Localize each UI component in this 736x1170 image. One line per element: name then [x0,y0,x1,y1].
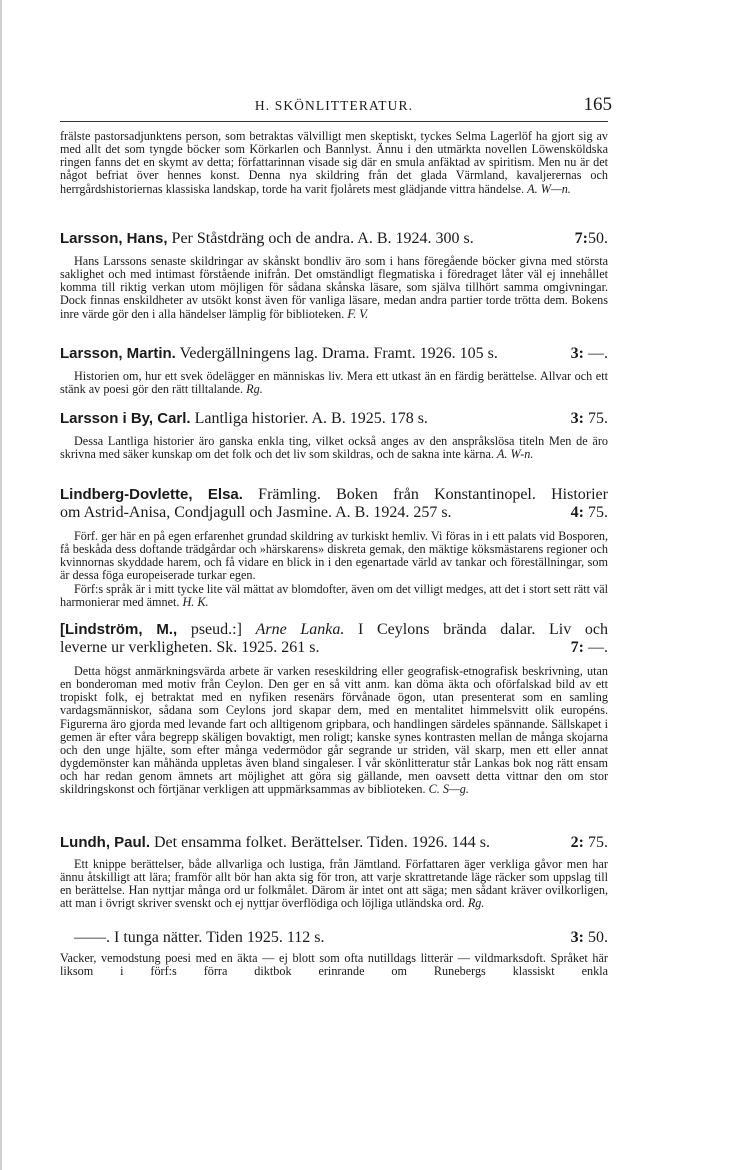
price-ore: —. [588,639,608,656]
review-text-2 [60,583,608,609]
reviewer-signature: Rg. [246,382,263,397]
price [575,230,608,248]
author-name: Larsson i By, Carl. [60,410,191,427]
running-header [60,94,612,116]
price [571,639,608,657]
pseudonym: Arne Lanka. [255,621,345,638]
section-title: H. SKÖNLITTERATUR. [254,98,414,113]
entry-larsson-i-by [60,410,608,461]
entry-heading [60,834,608,855]
book-info: Det ensamma folket. Berättelser. Tiden. 1926. 144 s. [150,834,490,851]
entry-heading [60,410,608,431]
reviewer-signature: A. W—n. [527,181,571,196]
reviewer-signature: A. W-n. [496,447,534,462]
price-ore: 50. [588,929,608,946]
price-kronor: 7: [574,230,588,247]
review-text [60,370,608,396]
price-kronor: 3: [570,345,584,362]
author-name: Lundh, Paul. [60,834,150,851]
reviewer-signature: H. K. [182,594,209,609]
price [571,345,608,363]
book-info: Främling. Boken från Konstantinopel. Historier [242,486,608,503]
review-text [60,530,608,583]
reviewer-signature: Rg. [467,896,485,911]
price-kronor: 3: [570,410,584,427]
review-body: Förf. ger här en på egen erfarenhet grundad skildring av turkiskt hemliv. Vi föras in i ett palats vid Bosporen, få beskåda dess doftande trädgårdar och »härskarens» diskreta gemak, den mäktige köksmästarens regioner och kvinnornas skyddade harem, och få vidare en blick in i den egenartade värld av tankar och föreställningar, som är dessa föga europeiserade turkar egen. [60,529,608,583]
price-kronor: 7: [570,639,584,656]
book-info: I tunga nätter. Tiden 1925. 112 s. [110,929,325,946]
page-edge-shadow [0,0,2,1170]
entry-lindstrom [60,620,608,797]
book-info-cont: leverne ur verkligheten. Sk. 1925. 261 s. [60,639,320,656]
review-body: Dessa Lantliga historier äro ganska enkla ting, vilket också anges av den anspråkslösa titeln Men de äro skrivna med säker kunskap om det folk och det liv som skildras, och de sakna inte kärna. [60,434,608,462]
reviewer-signature: C. S—g. [428,782,469,797]
price-kronor: 2: [570,834,584,851]
entry-larsson-martin [60,345,608,396]
entry-heading [60,345,608,366]
review-body: Detta högst anmärkningsvärda arbete är varken reseskildring eller geografisk-etnografisk beskrivning, utan en bonderoman med motiv från Ceylon. Den ger en så vitt anm. kan döma äkta och oförfalskad bild av ett tropiskt folk, ej betraktat med en nyfiken resenärs förvånade ögon, utan presenterat som en samling vardagsmänniskor, sådana som Ceylons jord skapar dem, med en mentalitet himmelsvitt olik européns. Figurerna äro gjorda med levande fart och alltigenom gripbara, och handlingen särdeles spännande. Sällskapet i gemen är efter våra begrepp skäligen bovaktigt, men roligt; kanske synes kontrasten mellan de många skojarna och den unge hjälte, som efter många vedermödor går segrande ur striden, väl skarp, men ett eller annat dygdemönster kan måhända uppletas även bland singaleser. I vår skönlitteratur står Lankas bok nog rätt ensam och har redan genom ämnets art möjlighet att göra sig gällande, men oavsett detta vittnar den om stor skildringskonst och förtjänar verkligen att uppmärksammas av biblioteken. [60,664,608,797]
price [571,929,608,947]
book-info: I Ceylons brända dalar. Liv och [344,621,608,638]
price-ore: 75. [588,504,608,521]
price [571,504,608,522]
author-name: Larsson, Hans, [60,230,168,247]
entry-lundh-paul [60,834,608,911]
pseud-label: pseud.:] [177,621,256,638]
reviewer-signature: F. V. [347,306,369,321]
entry-heading [60,230,608,251]
ditto-mark: ——. [74,929,110,946]
intro-review [60,130,608,196]
author-name: [Lindström, M., [60,621,178,638]
entry-larsson-hans [60,230,608,321]
price-ore: 75. [588,410,608,427]
entry-lundh-paul-2 [60,929,608,978]
price-ore: —. [588,345,608,362]
page-number: 165 [583,94,612,115]
entry-heading [60,929,608,950]
book-info: Lantliga historier. A. B. 1925. 178 s. [190,410,428,427]
entry-heading [60,485,608,504]
review-body: Hans Larssons senaste skildringar av skånskt bondliv äro som i hans föregående böcker givna med största saklighet och med intimast förstående inifrån. Det omständligt flegmatiska i föredraget låter väl ej innehållet komma till riktig verkan utom möjligen för sådana skånska läsare, som själva tillhört samma omgivningar. Dock finnas enskildheter av utsökt konst även för vanliga läsare, medan andra partier torde trötta dem. Bokens inre värde gör den i alla händelser lämplig för biblioteken. [60,254,608,321]
book-info: Vedergällningens lag. Drama. Framt. 1926. 105 s. [175,345,498,362]
author-name: Lindberg-Dovlette, Elsa. [60,486,243,503]
price [571,410,608,428]
review-text [60,665,608,797]
price-kronor: 4: [570,504,584,521]
review-text [60,858,608,911]
review-body: frälste pastorsadjunktens person, som betraktas välvilligt men skeptiskt, tyckes Selma Lagerlöf ha gjort sig av med allt det som tyngde böcker som Körkarlen och Bannlyst. Ännu i den utmärkta novellen Löwensköldska ringen fanns det en skymt av detta; författarinnan visade sig där en smula anfäktad av spiritism. Men nu är det något befriat över hennes konst. Denna nya skildring från det glada Värmland, kavaljerernas och herrgårdshistoriernas klassiska landskap, torde ha varit fjolårets mest glädjande vittra händelse. [60,129,608,196]
price-ore: 50. [588,230,608,247]
book-info: Per Ståstdräng och de andra. A. B. 1924. 300 s. [167,230,474,247]
review-body: Vacker, vemodstung poesi med en äkta — ej blott som ofta nutilldags litterär — vildmarksdoft. Språket här liksom i förf:s förra diktbok erinrande om Runebergs klassiskt enkla [60,951,608,979]
price-kronor: 3: [570,929,584,946]
price [571,834,608,852]
header-rule [60,121,608,122]
book-info-cont: om Astrid-Anisa, Condjagull och Jasmine. A. B. 1924. 257 s. [60,504,452,521]
review-body: Ett knippe berättelser, både allvarliga och lustiga, från Jämtland. Författaren äger verkliga gåvor men har ännu åtskilligt att lära; framför allt bör han akta sig för tron, att varje skrattretande läge räcker som uppslag till en berättelse. Han nyttjar många ord ur folkmålet. Därom är intet ont att säga; men sådant kräver ovilkorligen, att man i övrigt skriver svenskt och ej nyttjar överflödiga och löjliga utländska ord. [60,857,608,911]
author-name: Larsson, Martin. [60,345,176,362]
entry-heading-cont [60,639,608,660]
review-text [60,435,608,461]
entry-heading [60,620,608,639]
review-body: Historien om, hur ett svek ödelägger en människas liv. Mera ett utkast än en färdig berättelse. Allvar och ett stänk av poesi gör den rätt tilltalande. [60,369,608,397]
entry-heading-cont [60,504,608,525]
review-text [60,130,608,196]
review-text [60,952,608,978]
price-ore: 75. [588,834,608,851]
review-body-2: Förf:s språk är i mitt tycke lite väl mättat av blomdofter, även om det villigt medges, att det i stort sett rätt väl harmonierar med ämnet. [60,581,608,609]
entry-lindberg-dovlette [60,485,608,609]
review-text [60,255,608,321]
